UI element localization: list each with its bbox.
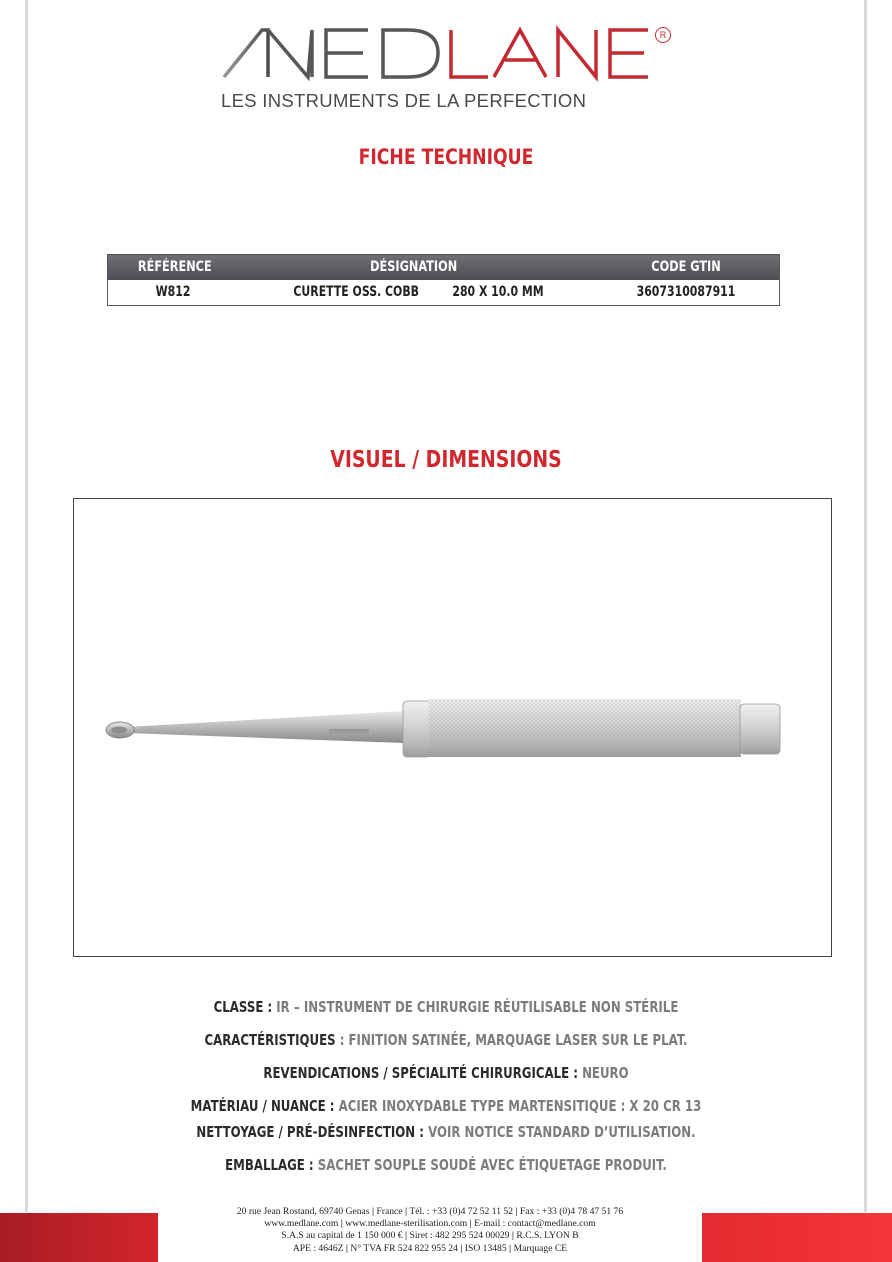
reference-table <box>107 254 780 306</box>
spec-emballage-value: SACHET SOUPLE SOUDÉ AVEC ÉTIQUETAGE PRODUIT. <box>313 1156 667 1174</box>
spec-classe <box>107 998 785 1016</box>
footer-separator: | <box>404 1206 408 1217</box>
footer-ape: APE : 4646Z <box>292 1242 344 1254</box>
registered-mark: R <box>655 27 671 43</box>
spec-revendications-value: NEURO <box>577 1064 629 1082</box>
spec-nettoyage <box>107 1123 785 1141</box>
footer-siret: Siret : 482 295 524 00029 <box>409 1230 510 1242</box>
spec-materiau-key: MATÉRIAU / NUANCE : <box>190 1097 335 1115</box>
footer-separator: | <box>509 1242 512 1254</box>
spec-caracteristiques-key: CARACTÉRISTIQUES <box>204 1031 336 1049</box>
spec-nettoyage-key: NETTOYAGE / PRÉ-DÉSINFECTION : <box>196 1123 424 1141</box>
footer-email[interactable]: E-mail : contact@medlane.com <box>474 1218 596 1230</box>
footer-red-bar-left <box>0 1213 158 1262</box>
footer-fax: Fax : +33 (0)4 78 47 51 76 <box>519 1206 624 1217</box>
footer-separator: | <box>345 1242 349 1254</box>
spec-caracteristiques-value: : FINITION SATINÉE, MARQUAGE LASER SUR LE PLAT. <box>335 1031 688 1049</box>
footer-separator: | <box>511 1230 515 1242</box>
footer-rcs: R.C.S. LYON B <box>516 1230 579 1242</box>
spec-revendications <box>107 1064 785 1082</box>
visuel-dimensions-title: VISUEL / DIMENSIONS <box>330 447 562 473</box>
footer-web-sterilisation-link[interactable]: www.medlane-sterilisation.com <box>345 1218 468 1230</box>
spec-materiau-value: ACIER INOXYDABLE TYPE MARTENSITIQUE : X 20 CR 13 <box>334 1097 702 1115</box>
brand-tagline: LES INSTRUMENTS DE LA PERFECTION <box>221 90 587 111</box>
table-row <box>108 280 779 305</box>
footer-separator: | <box>405 1230 408 1242</box>
footer-line-4 <box>158 1243 702 1255</box>
footer-separator: | <box>515 1206 518 1217</box>
footer-web-link[interactable]: www.medlane.com <box>264 1218 339 1230</box>
footer-capital: S.A.S au capital de 1 150 000 € <box>281 1230 403 1242</box>
cell-reference: W812 <box>155 284 191 300</box>
footer-red-bar-right <box>702 1213 892 1262</box>
footer-line-2 <box>158 1218 702 1230</box>
footer-line-3 <box>158 1230 702 1242</box>
footer-country: France <box>376 1206 403 1217</box>
right-border-rule <box>864 0 867 1212</box>
spec-emballage <box>107 1156 785 1174</box>
cell-dimensions: 280 X 10.0 MM <box>452 284 544 300</box>
spec-caracteristiques <box>107 1031 785 1049</box>
footer-separator: | <box>340 1218 343 1230</box>
spec-materiau <box>107 1097 785 1115</box>
footer-separator: | <box>460 1242 463 1254</box>
footer-contact <box>158 1206 702 1255</box>
spec-classe-value: IR – INSTRUMENT DE CHIRURGIE RÉUTILISABLE NON STÉRILE <box>272 998 679 1016</box>
footer-address: 20 rue Jean Rostand, 69740 Genas <box>236 1206 370 1217</box>
spec-classe-key: CLASSE : <box>213 998 273 1016</box>
header-reference: RÉFÉRENCE <box>137 259 212 275</box>
footer-iso: ISO 13485 <box>464 1242 507 1254</box>
footer-tel: Tél. : +33 (0)4 72 52 11 52 <box>409 1206 513 1217</box>
table-header-row <box>108 255 779 280</box>
footer-tva: N° TVA FR 524 822 955 24 <box>350 1242 458 1254</box>
header-gtin: CODE GTIN <box>651 259 721 275</box>
cell-designation: CURETTE OSS. COBB <box>293 284 419 300</box>
footer-line-1 <box>158 1206 702 1218</box>
spec-emballage-key: EMBALLAGE : <box>225 1156 314 1174</box>
header-designation: DÉSIGNATION <box>370 259 458 275</box>
footer-separator: | <box>469 1218 472 1230</box>
cell-gtin: 3607310087911 <box>636 284 736 300</box>
fiche-technique-title: FICHE TECHNIQUE <box>358 145 534 169</box>
spec-revendications-key: REVENDICATIONS / SPÉCIALITÉ CHIRURGICALE : <box>263 1064 578 1082</box>
spec-nettoyage-value: VOIR NOTICE STANDARD D’UTILISATION. <box>423 1123 696 1141</box>
surgical-curette-image <box>74 499 831 956</box>
footer-ce: Marquage CE <box>513 1242 568 1254</box>
left-border-rule <box>25 0 28 1212</box>
footer-separator: | <box>371 1206 375 1217</box>
product-image-frame <box>73 498 832 957</box>
